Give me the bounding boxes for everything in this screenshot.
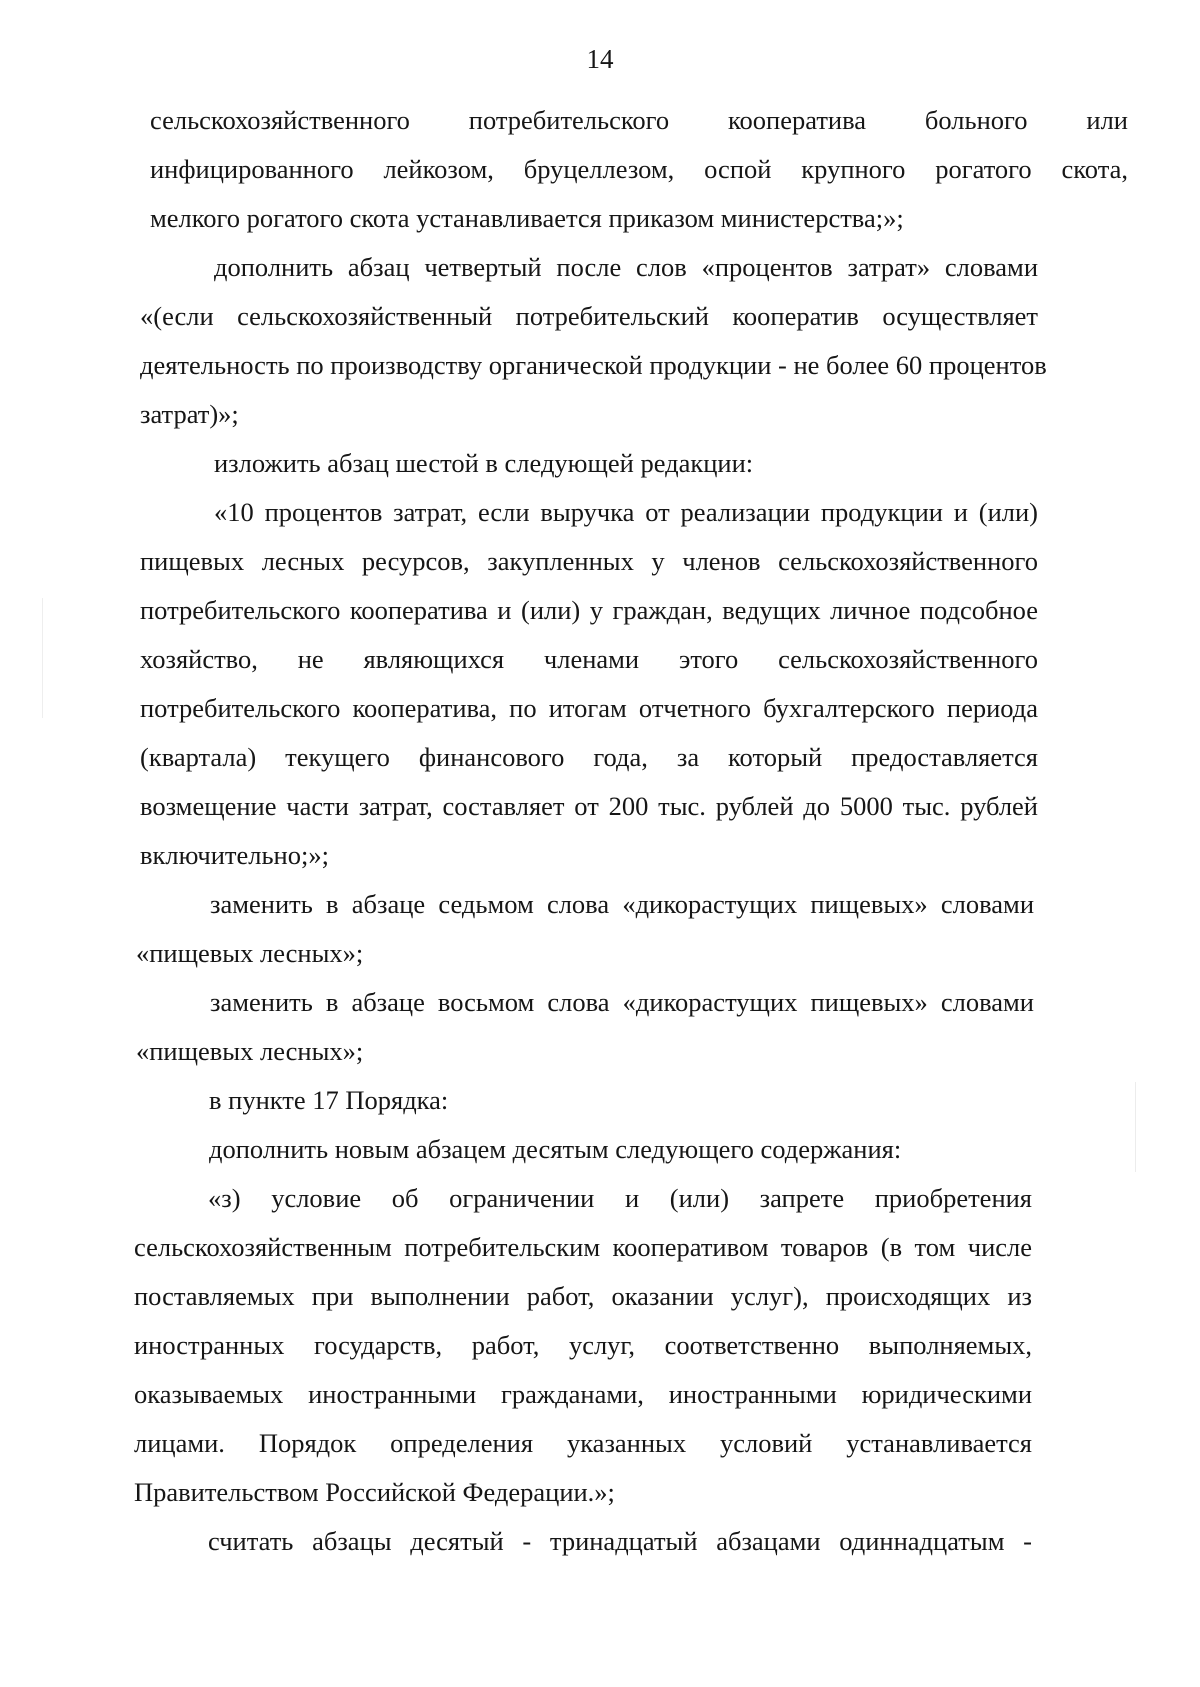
text-line: лицами. Порядок определения указанных условий устанавливается	[134, 1428, 1032, 1458]
text-line: дополнить абзац четвертый после слов «процентов затрат» словами	[214, 252, 1038, 282]
text-line: сельскохозяйственным потребительским кооперативом товаров (в том числе	[134, 1232, 1032, 1262]
text-line: возмещение части затрат, составляет от 200 тыс. рублей до 5000 тыс. рублей	[140, 791, 1038, 821]
scan-edge-mark	[1135, 1082, 1136, 1172]
text-line: инфицированного лейкозом, бруцеллезом, оспой крупного рогатого скота,	[150, 154, 1128, 184]
page-number: 14	[586, 44, 614, 74]
text-line: «(если сельскохозяйственный потребительский кооператив осуществляет	[140, 301, 1038, 331]
text-line: деятельность по производству органической продукции - не более 60 процентов	[140, 350, 1047, 380]
text-line: Правительством Российской Федерации.»;	[134, 1477, 615, 1507]
text-line: иностранных государств, работ, услуг, соответственно выполняемых,	[134, 1330, 1032, 1360]
text-line: потребительского кооператива, по итогам отчетного бухгалтерского периода	[140, 693, 1038, 723]
text-line: хозяйство, не являющихся членами этого сельскохозяйственного	[140, 644, 1038, 674]
text-line: считать абзацы десятый - тринадцатый абзацами одиннадцатым -	[208, 1526, 1032, 1556]
text-line: заменить в абзаце восьмом слова «дикорастущих пищевых» словами	[210, 987, 1034, 1017]
text-line: мелкого рогатого скота устанавливается приказом министерства;»;	[150, 203, 904, 233]
text-line: изложить абзац шестой в следующей редакции:	[214, 448, 754, 478]
text-line: поставляемых при выполнении работ, оказании услуг), происходящих из	[134, 1281, 1032, 1311]
document-body	[0, 96, 1200, 1566]
text-line: (квартала) текущего финансового года, за который предоставляется	[140, 742, 1038, 772]
text-line: включительно;»;	[140, 840, 329, 870]
text-line: пищевых лесных ресурсов, закупленных у членов сельскохозяйственного	[140, 546, 1038, 576]
text-line: оказываемых иностранными гражданами, иностранными юридическими	[134, 1379, 1032, 1409]
text-line: «10 процентов затрат, если выручка от реализации продукции и (или)	[214, 497, 1038, 527]
scan-edge-mark	[42, 598, 43, 718]
text-line: сельскохозяйственного потребительского кооператива больного или	[150, 105, 1128, 135]
text-line: потребительского кооператива и (или) у граждан, ведущих личное подсобное	[140, 595, 1038, 625]
text-line: в пункте 17 Порядка:	[209, 1085, 449, 1115]
text-line: затрат)»;	[140, 399, 239, 429]
text-line: «пищевых лесных»;	[136, 938, 364, 968]
text-line: дополнить новым абзацем десятым следующего содержания:	[209, 1134, 902, 1164]
text-line: «пищевых лесных»;	[136, 1036, 364, 1066]
text-line: «з) условие об ограничении и (или) запрете приобретения	[208, 1183, 1032, 1213]
text-line: заменить в абзаце седьмом слова «дикорастущих пищевых» словами	[210, 889, 1034, 919]
